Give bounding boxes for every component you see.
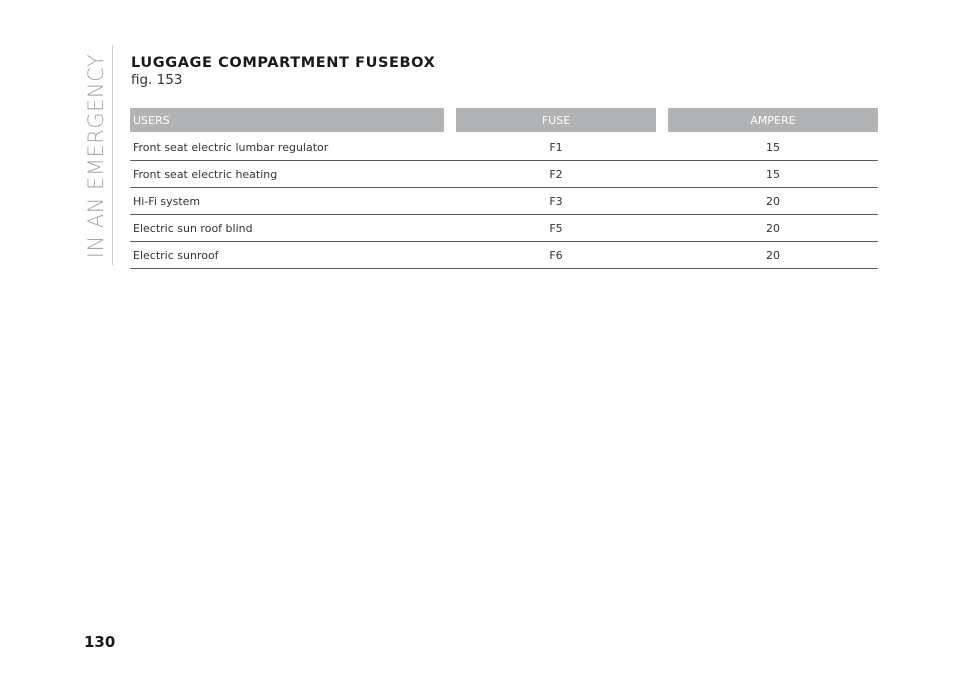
table-row bbox=[130, 242, 878, 269]
column-gap bbox=[656, 134, 668, 161]
chapter-divider bbox=[112, 45, 113, 265]
table-row bbox=[130, 134, 878, 161]
column-header-ampere: AMPERE bbox=[668, 108, 878, 134]
cell-ampere: 15 bbox=[668, 161, 878, 188]
figure-reference: fig. 153 bbox=[131, 72, 183, 88]
column-gap bbox=[444, 215, 456, 242]
cell-fuse: F1 bbox=[456, 134, 656, 161]
cell-fuse: F5 bbox=[456, 215, 656, 242]
cell-user: Electric sun roof blind bbox=[130, 215, 444, 242]
column-gap bbox=[444, 108, 456, 134]
cell-ampere: 20 bbox=[668, 215, 878, 242]
column-header-users: USERS bbox=[130, 108, 444, 134]
section-title: LUGGAGE COMPARTMENT FUSEBOX bbox=[131, 55, 436, 71]
column-gap bbox=[444, 188, 456, 215]
chapter-side-heading bbox=[85, 52, 107, 259]
column-gap bbox=[444, 134, 456, 161]
table-header-row bbox=[130, 108, 878, 134]
column-gap bbox=[656, 242, 668, 269]
cell-user: Electric sunroof bbox=[130, 242, 444, 269]
table-row bbox=[130, 188, 878, 215]
cell-fuse: F2 bbox=[456, 161, 656, 188]
column-gap bbox=[656, 161, 668, 188]
cell-ampere: 20 bbox=[668, 188, 878, 215]
column-gap bbox=[444, 161, 456, 188]
cell-user: Front seat electric heating bbox=[130, 161, 444, 188]
column-gap bbox=[444, 242, 456, 269]
page-number: 130 bbox=[84, 633, 116, 651]
table-row bbox=[130, 161, 878, 188]
chapter-side-heading-text: IN AN EMERGENCY bbox=[84, 53, 109, 258]
cell-user: Front seat electric lumbar regulator bbox=[130, 134, 444, 161]
cell-user: Hi-Fi system bbox=[130, 188, 444, 215]
cell-ampere: 15 bbox=[668, 134, 878, 161]
column-gap bbox=[656, 188, 668, 215]
cell-ampere: 20 bbox=[668, 242, 878, 269]
table-row bbox=[130, 215, 878, 242]
cell-fuse: F6 bbox=[456, 242, 656, 269]
cell-fuse: F3 bbox=[456, 188, 656, 215]
column-gap bbox=[656, 108, 668, 134]
column-header-fuse: FUSE bbox=[456, 108, 656, 134]
column-gap bbox=[656, 215, 668, 242]
fuse-table bbox=[130, 108, 878, 269]
